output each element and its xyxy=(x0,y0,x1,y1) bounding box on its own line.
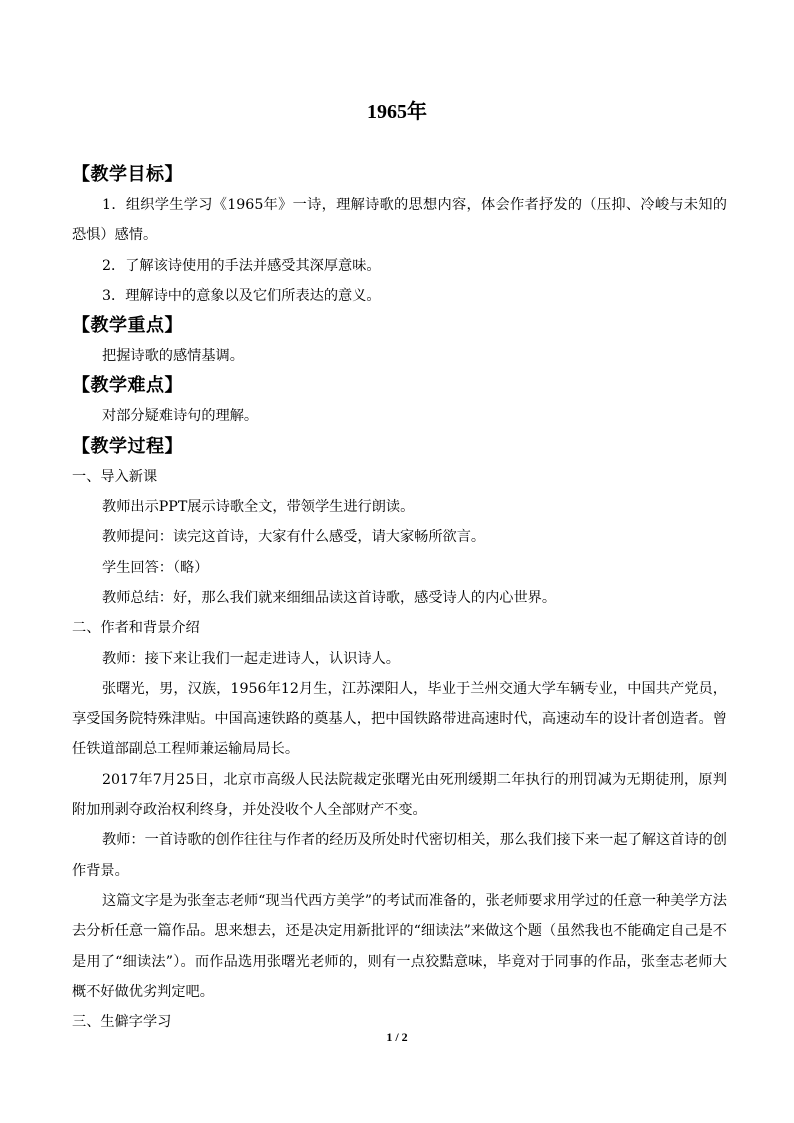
section-heading-objectives: 【教学目标】 xyxy=(72,164,183,185)
key-point-text: 把握诗歌的感情基调。 xyxy=(102,348,244,365)
process-paragraph: 教师出示PPT展示诗歌全文，带领学生进行朗读。 xyxy=(102,499,415,516)
document-body xyxy=(72,160,727,1037)
process-paragraph: 教师：一首诗歌的创作往往与作者的经历及所处时代密切相关，那么我们接下来一起了解这首诗的创作背景。 xyxy=(72,832,727,879)
background-paragraph: 这篇文字是为张奎志老师“现当代西方美学”的考试而准备的，张老师要求用学过的任意一种美学方法去分析任意一篇作品。思来想去，还是决定用新批评的“细读法”来做这个题（虽然我也不能确定自己是不是用了“细读法”）。而作品选用张曙光老师的，则有一点狡黠意味，毕竟对于同事的作品，张奎志老师大概不好做优劣判定吧。 xyxy=(72,892,727,1000)
process-paragraph: 教师总结：好，那么我们就来细细品读这首诗歌，感受诗人的内心世界。 xyxy=(102,589,557,606)
section-heading-process: 【教学过程】 xyxy=(72,435,183,457)
subsection-rare-characters: 三、生僻字学习 xyxy=(72,1014,172,1031)
subsection-intro: 一、导入新课 xyxy=(72,468,158,485)
process-paragraph: 教师提问：读完这首诗，大家有什么感受，请大家畅所欲言。 xyxy=(102,529,486,546)
page-number: 1 / 2 xyxy=(386,1030,408,1044)
document-title: 1965年 xyxy=(367,101,427,123)
author-bio-paragraph: 张曙光，男，汉族，1956年12月生，江苏溧阳人，毕业于兰州交通大学车辆专业，中国共产党员，享受国务院特殊津贴。中国高速铁路的奠基人，把中国铁路带进高速时代，高速动车的设计者创造者。曾任铁道部副总工程师兼运输局局长。 xyxy=(72,680,727,758)
subsection-author-background: 二、作者和背景介绍 xyxy=(72,620,200,637)
section-heading-difficulties: 【教学难点】 xyxy=(72,375,183,397)
objective-3: 3．理解诗中的意象以及它们所表达的意义。 xyxy=(102,287,381,304)
process-paragraph: 教师：接下来让我们一起走进诗人，认识诗人。 xyxy=(102,650,400,667)
objective-2: 2．了解该诗使用的手法并感受其深厚意味。 xyxy=(102,257,381,274)
difficulty-text: 对部分疑难诗句的理解。 xyxy=(102,408,259,425)
process-paragraph: 学生回答：（略） xyxy=(102,559,209,576)
objective-1: 1．组织学生学习《1965年》一诗，理解诗歌的思想内容，体会作者抒发的（压抑、冷峻与未知的恐惧）感情。 xyxy=(72,197,727,244)
section-heading-key-points: 【教学重点】 xyxy=(72,315,183,337)
author-news-paragraph: 2017年7月25日，北京市高级人民法院裁定张曙光由死刑缓期二年执行的刑罚减为无期徒刑，原判附加刑剥夺政治权利终身，并处没收个人全部财产不变。 xyxy=(72,771,727,819)
